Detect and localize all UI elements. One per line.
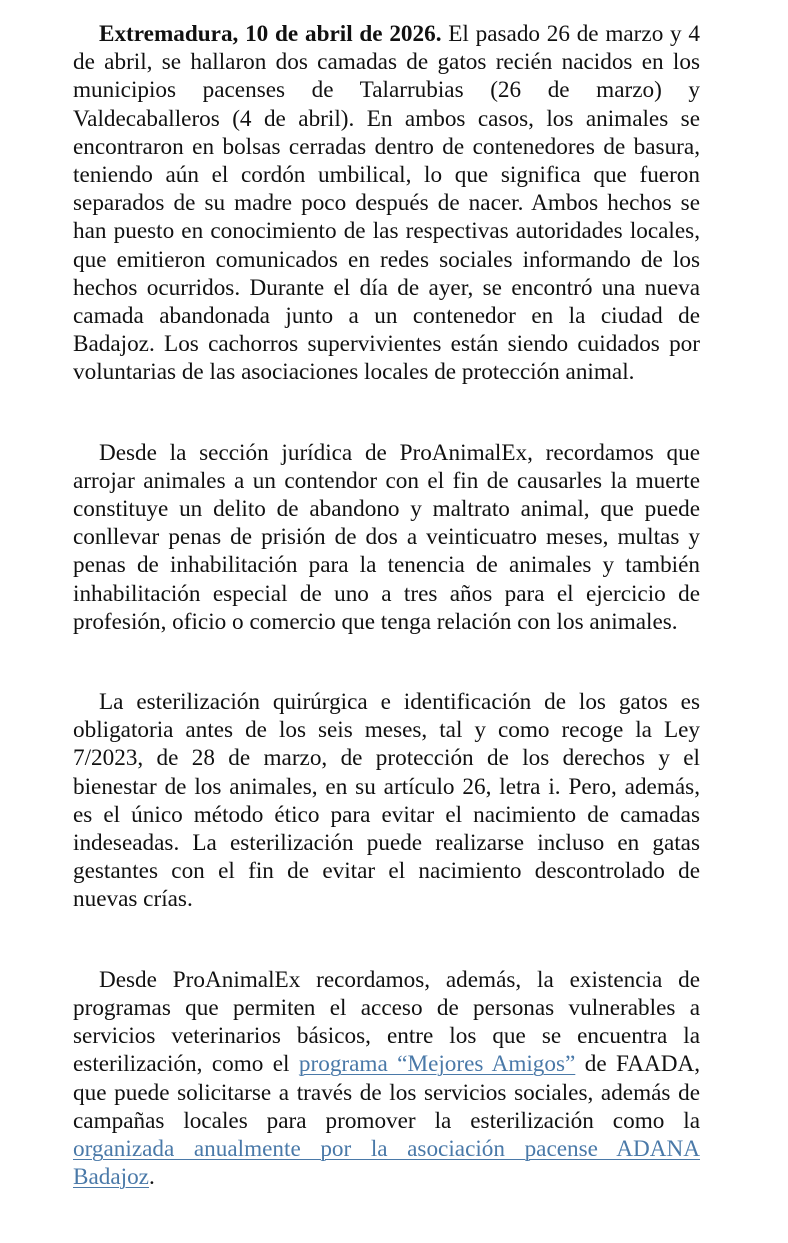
paragraph-1-text: El pasado 26 de marzo y 4 de abril, se hallaron dos camadas de gatos recién nacidos en los municipios pacenses de Talarrubias (26 de marzo) y Valdecaballeros (4 de abril). En ambos casos, los animales se encontraron en bolsas cerradas dentro de contenedores de basura, teniendo aún el cordón umbilical, lo que significa que fueron separados de su madre poco después de nacer. Ambos hechos se han puesto en conocimiento de las respectivas autoridades locales, que emitieron comunicados en redes sociales informando de los hechos ocurridos. Durante el día de ayer, se encontró una nueva camada abandonada junto a un contenedor en la ciudad de Badajoz. Los cachorros supervivientes están siendo cuidados por voluntarias de las asociaciones locales de protección animal. [73, 21, 700, 386]
dateline: Extremadura, 10 de abril de 2026. [99, 21, 442, 47]
paragraph-1 [73, 20, 700, 387]
paragraph-2: Desde la sección jurídica de ProAnimalEx, recordamos que arrojar animales a un contendor con el fin de causarles la muerte constituye un delito de abandono y maltrato animal, que puede conllevar penas de prisión de dos a veinticuatro meses, multas y penas de inhabilitación para la tenencia de animales y también inhabilitación especial de uno a tres años para el ejercicio de profesión, oficio o comercio que tenga relación con los animales. [73, 439, 700, 635]
paragraph-4-text-end: . [148, 1164, 155, 1191]
paragraph-4 [73, 966, 700, 1192]
paragraph-4-text-middle: de FAADA, que puede solicitarse a través de los servicios sociales, además de campañas locales para promover la esterilización como la [73, 1051, 700, 1134]
paragraph-3: La esterilización quirúrgica e identificación de los gatos es obligatoria antes de los seis meses, tal y como recoge la Ley 7/2023, de 28 de marzo, de protección de los derechos y el bienestar de los animales, en su artículo 26, letra i. Pero, además, es el único método ético para evitar el nacimiento de camadas indeseadas. La esterilización puede realizarse incluso en gatas gestantes con el fin de evitar el nacimiento descontrolado de nuevas crías. [73, 689, 700, 913]
paragraph-4-text-start: Desde ProAnimalEx recordamos, además, la existencia de programas que permiten el acceso de personas vulnerables a servicios veterinarios básicos, entre los que se encuentra la esterilización, como el [73, 966, 700, 1078]
article-body [73, 20, 700, 1243]
mejores-amigos-program-link[interactable]: programa “Mejores Amigos” [298, 1051, 576, 1078]
adana-badajoz-campaign-link[interactable]: organizada anualmente por la asociación pacense ADANA Badajoz [73, 1135, 700, 1191]
